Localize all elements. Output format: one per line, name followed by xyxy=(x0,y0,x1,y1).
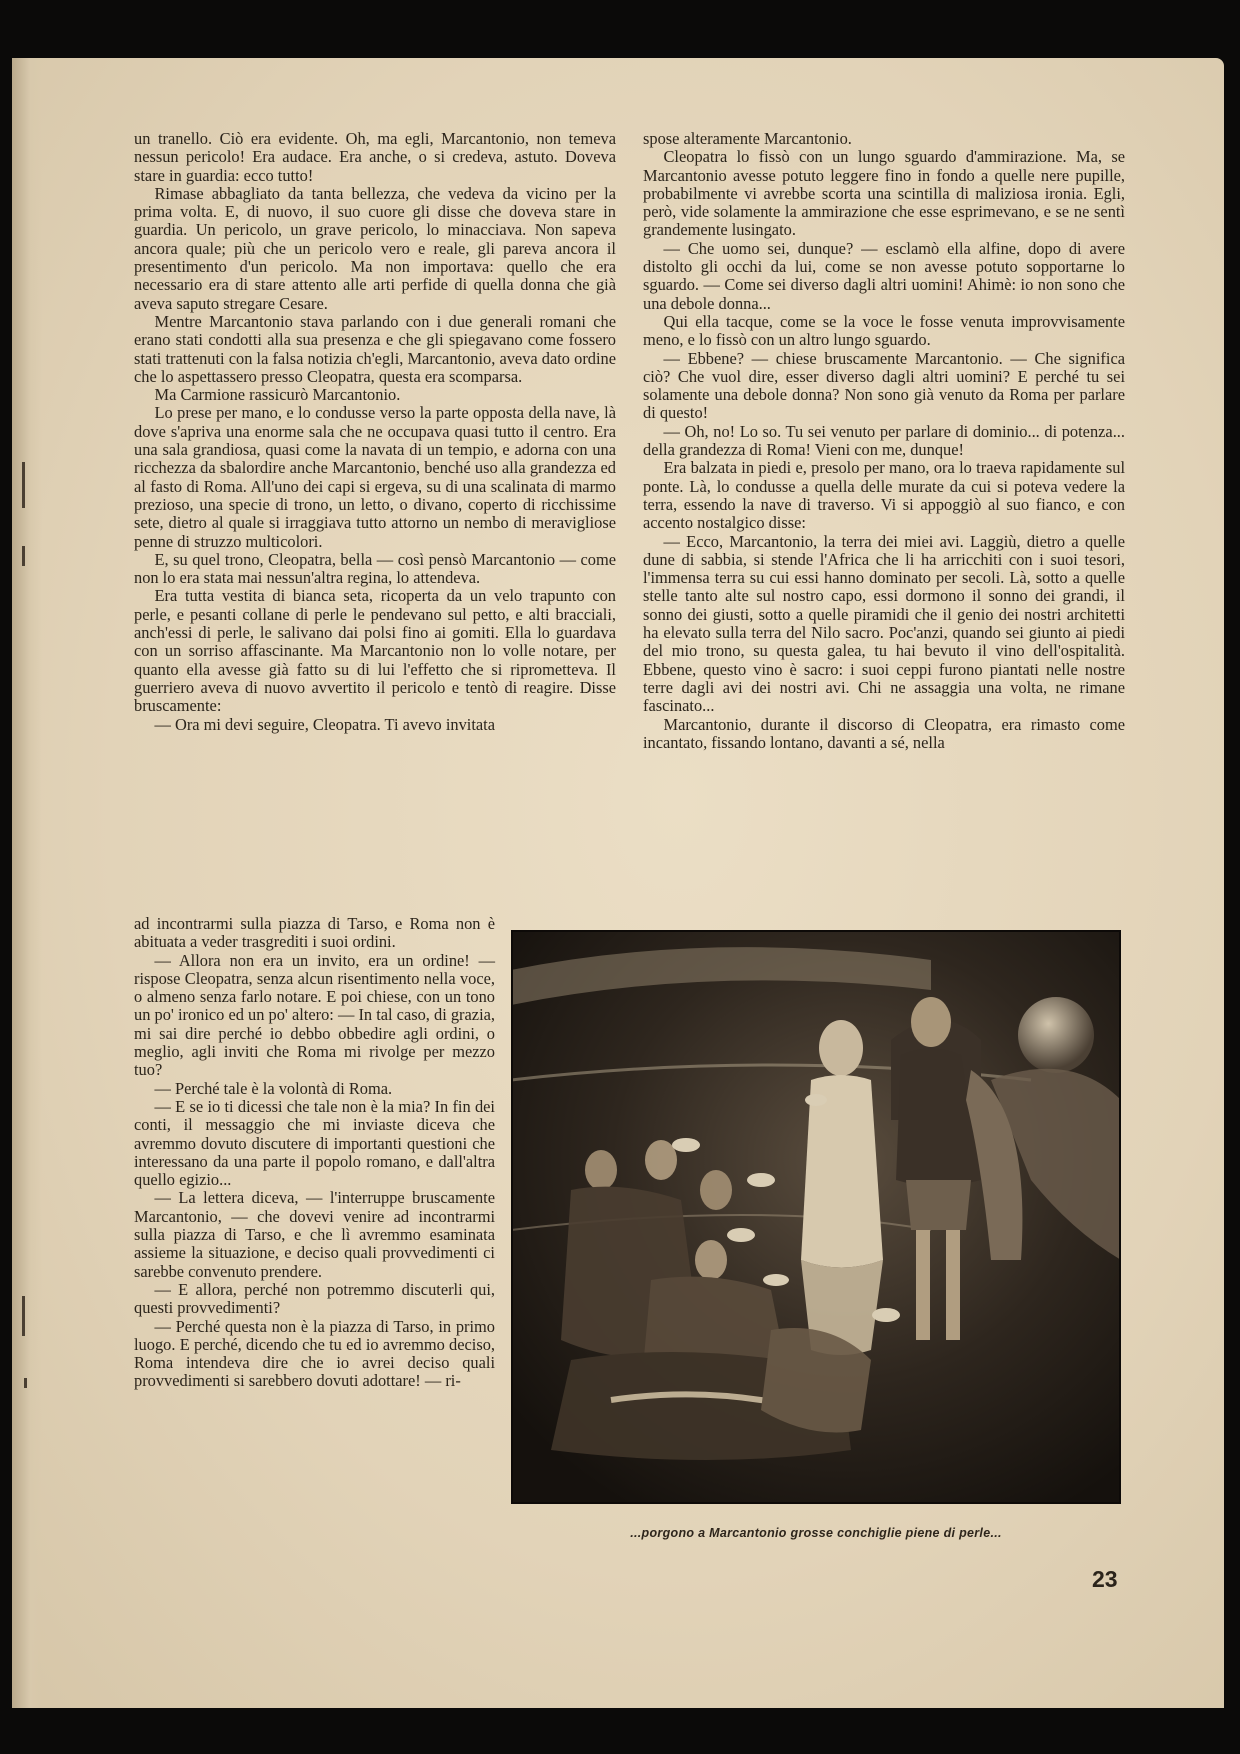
paragraph: — Perché questa non è la piazza di Tarso, in primo luogo. E perché, dicendo che tu ed io avremmo deciso, Roma intendeva dire che io avrei deciso quali provvedimenti si sarebbero dovuti adottare! — ri- xyxy=(134,1316,495,1391)
margin-mark xyxy=(22,546,25,566)
paragraph: — Allora non era un invito, era un ordine! — rispose Cleopatra, senza alcun risentimento nella voce, o almeno senza farlo notare. E poi chiese, con un tono un po' ironico ed un po' altero: — In tal caso, di grazia, mi sai dire perché io debbo obbedire agli ordini, o meglio, agli inviti che Roma mi rivolge per mezzo tuo? xyxy=(134,950,495,1080)
paragraph: Cleopatra lo fissò con un lungo sguardo d'ammirazione. Ma, se Marcantonio avesse potuto leggere fino in fondo a quelle nere pupille, probabilmente vi avrebbe scorta una scintilla di maliziosa ironia. Egli, però, vide solamente la ammirazione che esse esprimevano, e se ne sentì grandemente lusingato. xyxy=(643,147,1125,240)
paragraph: — Ecco, Marcantonio, la terra dei miei avi. Laggiù, dietro a quelle dune di sabbia, si stende l'Africa che li ha arricchiti con i suoi tesori, l'immensa terra su cui essi hanno dominato per secoli. Là, sotto a quelle stelle tanto alte sul nostro capo, essi dormono il sonno dei grandi, il sonno dei giusti, sotto a quelle piramidi che il genio dei nostri architetti ha elevato sulla terra del Nilo sacro. Poc'anzi, quando sei giunto ai piedi del mio trono, su questa galea, tu hai bevuto il vino dell'ospitalità. Ebbene, questo vino è sacro: i suoi ceppi furono piantati nelle nostre terre dagli avi dei nostri avi. Chi ne assaggia una volta, ne rimane fascinato... xyxy=(643,531,1125,716)
paragraph: — Perché tale è la volontà di Roma. xyxy=(154,1078,393,1098)
paragraph: — Che uomo sei, dunque? — esclamò ella alfine, dopo di avere distolto gli occhi da lui, come se non avesse potuto sopportarne lo sguardo. — Come sei diverso dagli altri uomini! Ahimè: io non sono che una debole donna... xyxy=(643,238,1125,313)
paragraph: Ma Carmione rassicurò Marcantonio. xyxy=(154,385,401,405)
paragraph: — E se io ti dicessi che tale non è la mia? In fin dei conti, il messaggio che mi inviaste diceva che avremmo dovuto discutere di importanti questioni che interessano da una parte il popolo romano, e dall'altra quello egizio... xyxy=(134,1096,495,1190)
page-number: 23 xyxy=(1092,1566,1118,1592)
paragraph: Lo prese per mano, e lo condusse verso la parte opposta della nave, là dove s'apriva una enorme sala che ne occupava quasi tutto il centro. Era una sala grandiosa, quasi come la navata di un tempio, e adorna con una ricchezza da sbalordire anche Marcantonio, benché uso alla grandezza ed al fasto di Roma. All'uno dei capi si ergeva, su di una scalinata di marmo prezioso, una specie di trono, un letto, o divano, coperto di ricchissime sete, dietro al quale si irraggiava tutto attorno un nembo di meravigliose penne di struzzo multicolori. xyxy=(134,403,616,551)
left-column-bottom xyxy=(134,915,495,1391)
photo-caption: ...porgono a Marcantonio grosse conchiglie piene di perle... xyxy=(630,1526,1002,1540)
paragraph: Era tutta vestita di bianca seta, ricoperta da un velo trapunto con perle, e pesanti collane di perle le pendevano sul petto, e alti bracciali, anch'essi di perle, le salivano dai polsi fino ai gomiti. Ella lo guardava con un sorriso affascinante. Ma Marcantonio non lo volle notare, per quanto ella avesse già fatto su di lui l'effetto che si riprometteva. Il guerriero aveva di nuovo avvertito il pericolo e tentò di reagire. Disse bruscamente: xyxy=(134,586,616,716)
binding-gutter xyxy=(12,58,42,1708)
paragraph: Marcantonio, durante il discorso di Cleopatra, era rimasto come incantato, fissando lontano, davanti a sé, nella xyxy=(643,714,1125,752)
margin-mark xyxy=(22,462,25,508)
paragraph: — La lettera diceva, — l'interruppe bruscamente Marcantonio, — che dovevi venire ad incontrarmi sulla piazza di Tarso, e che lì avremmo esaminata assieme la situazione, e deciso quali provvedimenti ci sarebbe convenuto prendere. xyxy=(134,1188,495,1281)
paragraph: spose alteramente Marcantonio. xyxy=(643,129,852,148)
margin-mark xyxy=(22,1296,25,1336)
paragraph: — Ebbene? — chiese bruscamente Marcantonio. — Che significa ciò? Che vuol dire, esser diverso dagli altri uomini? E perché tu sei solamente una debole donna? Non sono già venuto da Roma per parlare di questo! xyxy=(643,348,1125,423)
paragraph: E, su quel trono, Cleopatra, bella — così pensò Marcantonio — come non lo era stata mai nessun'altra regina, lo attendeva. xyxy=(134,549,616,588)
paragraph: — E allora, perché non potremmo discuterli qui, questi provvedimenti? xyxy=(134,1279,495,1318)
paragraph: — Ora mi devi seguire, Cleopatra. Ti avevo invitata xyxy=(154,714,495,734)
paragraph: ad incontrarmi sulla piazza di Tarso, e Roma non è abituata a veder trasgrediti i suoi ordini. xyxy=(134,914,495,952)
paragraph: Mentre Marcantonio stava parlando con i due generali romani che erano stati condotti alla sua presenza e che gli spiegavano come fossero stati trattenuti con la falsa notizia ch'egli, Marcantonio, aveva dato ordine che lo aspettassero presso Cleopatra, questa era scomparsa. xyxy=(134,311,616,386)
margin-mark xyxy=(24,1378,27,1388)
film-still-photo xyxy=(511,930,1121,1504)
paragraph: un tranello. Ciò era evidente. Oh, ma egli, Marcantonio, non temeva nessun pericolo! Era audace. Era anche, o si credeva, astuto. Doveva stare in guardia: ecco tutto! xyxy=(134,129,616,185)
right-column xyxy=(643,130,1125,752)
photo-illustration xyxy=(511,930,1121,1504)
paragraph: — Oh, no! Lo so. Tu sei venuto per parlare di dominio... di potenza... della grandezza di Roma! Vieni con me, dunque! xyxy=(643,421,1125,460)
paragraph: Era balzata in piedi e, presolo per mano, ora lo traeva rapidamente sul ponte. Là, lo condusse a quella delle murate da cui si poteva vedere la terra, essendo la nave di traverso. Vi si appoggiò al suo fianco, e con accento nostalgico disse: xyxy=(643,458,1125,533)
paragraph: Qui ella tacque, come se la voce le fosse venuta improvvisamente meno, e lo fissò con un altro lungo sguardo. xyxy=(643,311,1125,350)
left-column-top xyxy=(134,130,616,734)
paragraph: Rimase abbagliato da tanta bellezza, che vedeva da vicino per la prima volta. E, di nuovo, il suo cuore gli disse che doveva stare in guardia. Un pericolo, un grave pericolo, lo minacciava. Non sapeva ancora quale; più che un pericolo vero e reale, gli pareva ancora il presentimento d'un pericolo. Ma non importava: quello che era necessario era di stare attento alle arti perfide di quella donna che già aveva saputo stregare Cesare. xyxy=(134,183,616,313)
